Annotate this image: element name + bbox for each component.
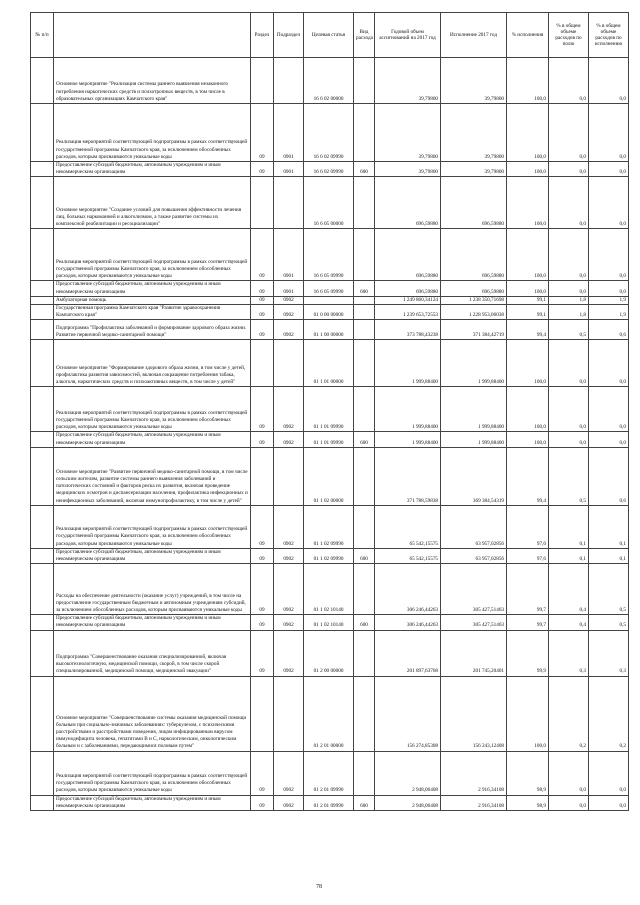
- section-cell: [251, 177, 274, 229]
- executed-amount-cell: 1 228 953,06038: [441, 305, 507, 320]
- subsection-cell: [274, 58, 304, 104]
- target-article-cell: 01 1 01 09990: [304, 432, 354, 447]
- approved-amount-cell: 371 788,59838: [375, 447, 441, 505]
- row-number-cell: [31, 432, 54, 447]
- share-exec-cell: 0,0: [589, 751, 629, 795]
- subsection-cell: 0901: [274, 229, 304, 281]
- approved-amount-cell: 696,59880: [375, 177, 441, 229]
- share-total-cell: 1,8: [549, 296, 589, 304]
- share-exec-cell: 0,0: [589, 162, 629, 177]
- table-row: [31, 162, 629, 177]
- row-number-cell: [31, 162, 54, 177]
- target-article-cell: 16 6 05 09990: [304, 281, 354, 296]
- col-target-header: Целевая статья: [304, 13, 354, 58]
- row-number-cell: [31, 615, 54, 630]
- expense-type-cell: [354, 296, 375, 304]
- share-exec-cell: 1,9: [589, 296, 629, 304]
- execution-percent-cell: 97,6: [507, 505, 549, 548]
- share-exec-cell: 0,5: [589, 615, 629, 630]
- target-article-cell: 01 1 01 00000: [304, 340, 354, 387]
- row-name-cell: Реализация мероприятий соответствующей подпрограммы в рамках соответствующей государственной программы Камчатского края, за исключением обособленных расходов, которым присваиваются уникальные коды: [54, 387, 251, 432]
- expense-type-cell: [354, 320, 375, 340]
- row-name-cell: Расходы на обеспечение деятельности (оказание услуг) учреждений, в том числе на предоставление государственным бюджетным и автономным учреждениям субсидий, за исключением обособленных расходов, которым присваиваются уникальные коды: [54, 564, 251, 615]
- table-row: [31, 320, 629, 340]
- col-num-header: № п/п: [31, 13, 54, 58]
- row-name-cell: Основное мероприятие "Совершенствование системы оказания медицинской помощи больным при социально-значимых заболеваниях: туберкулезом, с психическими расстройствами и расстройствами поведения, лицам инфицированным вирусом иммунодефицита человека, гепатитами В и С, наркологическим, онкологическим больным и с заболеваниями, передающимися половым путем": [54, 676, 251, 751]
- execution-percent-cell: 99,1: [507, 305, 549, 320]
- table-row: [31, 58, 629, 104]
- expense-type-cell: [354, 676, 375, 751]
- target-article-cell: 01 1 02 00000: [304, 447, 354, 505]
- approved-amount-cell: 39,79800: [375, 162, 441, 177]
- approved-amount-cell: 1 999,88400: [375, 387, 441, 432]
- share-exec-cell: 0,0: [589, 340, 629, 387]
- col-executed-header: Исполнение 2017 год: [441, 13, 507, 58]
- subsection-cell: 0902: [274, 305, 304, 320]
- expense-type-cell: [354, 505, 375, 548]
- section-cell: [251, 340, 274, 387]
- expense-type-cell: [354, 305, 375, 320]
- expense-type-cell: [354, 564, 375, 615]
- executed-amount-cell: 1 999,88400: [441, 432, 507, 447]
- page-number: 78: [316, 884, 322, 890]
- target-article-cell: 01 1 00 00000: [304, 320, 354, 340]
- col-pct-header: % исполнения: [507, 13, 549, 58]
- row-number-cell: [31, 281, 54, 296]
- section-cell: 09: [251, 305, 274, 320]
- row-name-cell: Реализация мероприятий соответствующей подпрограммы в рамках соответствующей государственной программы Камчатского края, за исключением обособленных расходов, которым присваиваются уникальные коды: [54, 229, 251, 281]
- share-exec-cell: 0,6: [589, 447, 629, 505]
- execution-percent-cell: 98,9: [507, 751, 549, 795]
- target-article-cell: 01 1 02 09990: [304, 548, 354, 563]
- target-article-cell: 16 6 02 09990: [304, 162, 354, 177]
- table-row: [31, 548, 629, 563]
- execution-percent-cell: 100,0: [507, 58, 549, 104]
- approved-amount-cell: 306 246,44263: [375, 564, 441, 615]
- row-number-cell: [31, 58, 54, 104]
- share-total-cell: 0,0: [549, 387, 589, 432]
- subsection-cell: 0902: [274, 505, 304, 548]
- section-cell: 09: [251, 432, 274, 447]
- table-row: [31, 281, 629, 296]
- section-cell: 09: [251, 548, 274, 563]
- executed-amount-cell: 39,79800: [441, 58, 507, 104]
- subsection-cell: 0902: [274, 548, 304, 563]
- share-total-cell: 0,0: [549, 229, 589, 281]
- execution-percent-cell: 100,0: [507, 229, 549, 281]
- execution-percent-cell: 99,7: [507, 564, 549, 615]
- approved-amount-cell: 2 948,06408: [375, 795, 441, 810]
- executed-amount-cell: 39,79800: [441, 104, 507, 162]
- col-share-exec-header: % в общем объеме расходов по исполнению: [589, 13, 629, 58]
- table-body: [31, 58, 629, 811]
- execution-percent-cell: 100,0: [507, 177, 549, 229]
- share-total-cell: 0,0: [549, 104, 589, 162]
- share-total-cell: 0,4: [549, 564, 589, 615]
- approved-amount-cell: 65 542,15575: [375, 548, 441, 563]
- expense-type-cell: [354, 387, 375, 432]
- share-total-cell: 0,0: [549, 751, 589, 795]
- approved-amount-cell: 1 249 860,34124: [375, 296, 441, 304]
- table-row: [31, 505, 629, 548]
- expense-type-cell: 600: [354, 432, 375, 447]
- expense-type-cell: [354, 751, 375, 795]
- approved-amount-cell: 2 948,06408: [375, 751, 441, 795]
- executed-amount-cell: 63 957,02856: [441, 505, 507, 548]
- row-number-cell: [31, 751, 54, 795]
- subsection-cell: 0901: [274, 104, 304, 162]
- table-row: [31, 751, 629, 795]
- subsection-cell: 0902: [274, 751, 304, 795]
- table-row: [31, 630, 629, 676]
- section-cell: 09: [251, 795, 274, 810]
- target-article-cell: 01 1 02 09990: [304, 505, 354, 548]
- row-number-cell: [31, 340, 54, 387]
- row-name-cell: Основное мероприятие "Создание условий для повышения эффективности лечения лиц, больных наркоманией и алкоголизмом, а также развитие системы их комплексной реабилитации и ресоциализации": [54, 177, 251, 229]
- executed-amount-cell: 371 384,42719: [441, 320, 507, 340]
- section-cell: 09: [251, 104, 274, 162]
- row-name-cell: Предоставление субсидий бюджетным, автономным учреждениям и иным некоммерческим организациям: [54, 432, 251, 447]
- share-total-cell: 1,8: [549, 305, 589, 320]
- subsection-cell: 0902: [274, 432, 304, 447]
- row-name-cell: Реализация мероприятий соответствующей подпрограммы в рамках соответствующей государственной программы Камчатского края, за исключением обособленных расходов, которым присваиваются уникальные коды: [54, 505, 251, 548]
- target-article-cell: 01 2 01 00000: [304, 676, 354, 751]
- share-total-cell: 0,0: [549, 177, 589, 229]
- section-cell: 09: [251, 751, 274, 795]
- executed-amount-cell: 696,59880: [441, 177, 507, 229]
- approved-amount-cell: 201 897,63768: [375, 630, 441, 676]
- row-number-cell: [31, 676, 54, 751]
- col-exp-type-header: Вид расхода: [354, 13, 375, 58]
- approved-amount-cell: 696,59880: [375, 281, 441, 296]
- expense-type-cell: 600: [354, 548, 375, 563]
- executed-amount-cell: 39,79800: [441, 162, 507, 177]
- section-cell: 09: [251, 281, 274, 296]
- table-row: [31, 795, 629, 810]
- row-number-cell: [31, 177, 54, 229]
- row-number-cell: [31, 296, 54, 304]
- share-exec-cell: 0,0: [589, 58, 629, 104]
- executed-amount-cell: 201 745,20401: [441, 630, 507, 676]
- section-cell: 09: [251, 162, 274, 177]
- share-exec-cell: 0,0: [589, 104, 629, 162]
- subsection-cell: 0902: [274, 296, 304, 304]
- executed-amount-cell: 696,59880: [441, 229, 507, 281]
- subsection-cell: [274, 676, 304, 751]
- target-article-cell: 01 1 02 10140: [304, 615, 354, 630]
- executed-amount-cell: 1 999,88400: [441, 340, 507, 387]
- row-number-cell: [31, 387, 54, 432]
- share-exec-cell: 0,1: [589, 505, 629, 548]
- expense-type-cell: 600: [354, 615, 375, 630]
- share-total-cell: 0,0: [549, 432, 589, 447]
- target-article-cell: 01 2 00 00000: [304, 630, 354, 676]
- row-name-cell: Реализация мероприятий соответствующей подпрограммы в рамках соответствующей государственной программы Камчатского края, за исключением обособленных расходов, которым присваиваются уникальные коды: [54, 751, 251, 795]
- execution-percent-cell: 99,7: [507, 615, 549, 630]
- approved-amount-cell: 1 999,88400: [375, 340, 441, 387]
- subsection-cell: 0902: [274, 387, 304, 432]
- approved-amount-cell: 65 542,15575: [375, 505, 441, 548]
- execution-percent-cell: 99,9: [507, 630, 549, 676]
- subsection-cell: 0902: [274, 564, 304, 615]
- share-exec-cell: 0,0: [589, 387, 629, 432]
- subsection-cell: 0902: [274, 795, 304, 810]
- expense-type-cell: [354, 340, 375, 387]
- subsection-cell: 0902: [274, 320, 304, 340]
- expense-type-cell: [354, 447, 375, 505]
- subsection-cell: 0901: [274, 162, 304, 177]
- row-name-cell: Основное мероприятие "Развитие первичной медико-санитарной помощи, в том числе сельским жителям, развитие системы раннего выявления заболеваний и патологических состояний и факторов риска их развития, включая проведение медицинских осмотров и диспансеризации населения, профилактика инфекционных и неинфекционных заболеваний, включая иммунопрофилактику, в том числе у детей": [54, 447, 251, 505]
- section-cell: 09: [251, 505, 274, 548]
- executed-amount-cell: 305 427,51463: [441, 615, 507, 630]
- row-number-cell: [31, 795, 54, 810]
- target-article-cell: 01 0 00 00000: [304, 305, 354, 320]
- table-row: [31, 564, 629, 615]
- share-exec-cell: 0,0: [589, 281, 629, 296]
- share-exec-cell: 0,0: [589, 795, 629, 810]
- executed-amount-cell: 369 384,54319: [441, 447, 507, 505]
- section-cell: 09: [251, 630, 274, 676]
- row-number-cell: [31, 630, 54, 676]
- section-cell: 09: [251, 320, 274, 340]
- col-name-header: [54, 13, 251, 58]
- approved-amount-cell: 306 246,44263: [375, 615, 441, 630]
- execution-percent-cell: 100,0: [507, 104, 549, 162]
- approved-amount-cell: 39,79800: [375, 104, 441, 162]
- share-total-cell: 0,0: [549, 58, 589, 104]
- row-name-cell: Подпрограмма "Совершенствование оказания специализированной, включая высокотехнологичную, медицинской помощи, скорой, в том числе скорой специализированной, медицинской помощи, медицинской эвакуации": [54, 630, 251, 676]
- share-total-cell: 0,0: [549, 340, 589, 387]
- table-row: [31, 387, 629, 432]
- row-number-cell: [31, 229, 54, 281]
- subsection-cell: 0902: [274, 615, 304, 630]
- executed-amount-cell: 1 238 350,71698: [441, 296, 507, 304]
- section-cell: [251, 58, 274, 104]
- row-number-cell: [31, 447, 54, 505]
- expense-type-cell: [354, 177, 375, 229]
- col-share-total-header: % в общем объеме расходов по полю: [549, 13, 589, 58]
- section-cell: 09: [251, 296, 274, 304]
- target-article-cell: [304, 296, 354, 304]
- section-cell: [251, 676, 274, 751]
- execution-percent-cell: 100,0: [507, 387, 549, 432]
- section-cell: 09: [251, 229, 274, 281]
- share-total-cell: 0,0: [549, 795, 589, 810]
- table-row: [31, 615, 629, 630]
- target-article-cell: 16 6 05 00000: [304, 177, 354, 229]
- share-total-cell: 0,1: [549, 505, 589, 548]
- execution-percent-cell: 98,9: [507, 795, 549, 810]
- table-row: [31, 432, 629, 447]
- row-name-cell: Основное мероприятие "Формирование здорового образа жизни, в том числе у детей, профилактика развития зависимостей, включая сокращение потребления табака, алкоголя, наркотических средств и психоактивных веществ, в том числе у детей": [54, 340, 251, 387]
- share-exec-cell: 0,2: [589, 676, 629, 751]
- executed-amount-cell: 2 916,34108: [441, 795, 507, 810]
- share-exec-cell: 0,0: [589, 177, 629, 229]
- row-name-cell: Предоставление субсидий бюджетным, автономным учреждениям и иным некоммерческим организациям: [54, 615, 251, 630]
- execution-percent-cell: 99,4: [507, 447, 549, 505]
- expense-type-cell: [354, 58, 375, 104]
- share-exec-cell: 0,1: [589, 548, 629, 563]
- share-exec-cell: 0,3: [589, 630, 629, 676]
- target-article-cell: 01 1 02 10140: [304, 564, 354, 615]
- approved-amount-cell: 373 788,43238: [375, 320, 441, 340]
- execution-percent-cell: 100,0: [507, 281, 549, 296]
- share-total-cell: 0,1: [549, 548, 589, 563]
- col-approved-header: Годовой объем ассигнований на 2017 год: [375, 13, 441, 58]
- table-row: [31, 104, 629, 162]
- row-name-cell: Государственная программа Камчатского края "Развитие здравоохранения Камчатского края": [54, 305, 251, 320]
- subsection-cell: 0901: [274, 281, 304, 296]
- share-exec-cell: 0,5: [589, 564, 629, 615]
- executed-amount-cell: 305 427,51463: [441, 564, 507, 615]
- share-total-cell: 0,0: [549, 162, 589, 177]
- row-number-cell: [31, 320, 54, 340]
- row-name-cell: Реализация мероприятий соответствующей подпрограммы в рамках соответствующей государственной программы Камчатского края, за исключением обособленных расходов, которым присваиваются уникальные коды: [54, 104, 251, 162]
- table-row: [31, 305, 629, 320]
- row-name-cell: Амбулаторная помощь: [54, 296, 251, 304]
- table-row: [31, 177, 629, 229]
- row-name-cell: Предоставление субсидий бюджетным, автономным учреждениям и иным некоммерческим организациям: [54, 795, 251, 810]
- target-article-cell: 16 6 05 09990: [304, 229, 354, 281]
- row-name-cell: Подпрограмма "Профилактика заболеваний и формирование здорового образа жизни. Развитие первичной медико-санитарной помощи": [54, 320, 251, 340]
- row-number-cell: [31, 104, 54, 162]
- share-total-cell: 0,4: [549, 615, 589, 630]
- execution-percent-cell: 100,0: [507, 340, 549, 387]
- executed-amount-cell: 2 916,34108: [441, 751, 507, 795]
- expense-type-cell: [354, 104, 375, 162]
- target-article-cell: 16 6 02 00000: [304, 58, 354, 104]
- executed-amount-cell: 156 243,12408: [441, 676, 507, 751]
- expense-type-cell: 600: [354, 162, 375, 177]
- section-cell: 09: [251, 564, 274, 615]
- section-cell: [251, 447, 274, 505]
- target-article-cell: 01 2 01 09990: [304, 751, 354, 795]
- table-row: [31, 229, 629, 281]
- expense-type-cell: 600: [354, 281, 375, 296]
- executed-amount-cell: 1 999,88400: [441, 387, 507, 432]
- share-total-cell: 0,5: [549, 447, 589, 505]
- budget-table: [30, 12, 629, 811]
- share-total-cell: 0,3: [549, 630, 589, 676]
- subsection-cell: [274, 177, 304, 229]
- col-section-header: Раздел: [251, 13, 274, 58]
- expense-type-cell: 600: [354, 795, 375, 810]
- approved-amount-cell: 39,79800: [375, 58, 441, 104]
- subsection-cell: 0902: [274, 630, 304, 676]
- execution-percent-cell: 100,0: [507, 432, 549, 447]
- share-exec-cell: 0,0: [589, 432, 629, 447]
- execution-percent-cell: 99,4: [507, 320, 549, 340]
- subsection-cell: [274, 447, 304, 505]
- approved-amount-cell: 696,59880: [375, 229, 441, 281]
- share-exec-cell: 0,6: [589, 320, 629, 340]
- col-subsection-header: Подраздел: [274, 13, 304, 58]
- share-exec-cell: 0,0: [589, 229, 629, 281]
- row-number-cell: [31, 305, 54, 320]
- row-number-cell: [31, 548, 54, 563]
- target-article-cell: 01 1 01 09990: [304, 387, 354, 432]
- row-name-cell: Предоставление субсидий бюджетным, автономным учреждениям и иным некоммерческим организациям: [54, 548, 251, 563]
- share-total-cell: 0,2: [549, 676, 589, 751]
- row-number-cell: [31, 505, 54, 548]
- table-row: [31, 676, 629, 751]
- approved-amount-cell: 1 999,88400: [375, 432, 441, 447]
- execution-percent-cell: 97,6: [507, 548, 549, 563]
- target-article-cell: 16 6 02 09990: [304, 104, 354, 162]
- expense-type-cell: [354, 229, 375, 281]
- execution-percent-cell: 100,0: [507, 676, 549, 751]
- row-number-cell: [31, 564, 54, 615]
- share-total-cell: 0,0: [549, 281, 589, 296]
- share-total-cell: 0,5: [549, 320, 589, 340]
- target-article-cell: 01 2 01 09990: [304, 795, 354, 810]
- share-exec-cell: 1,9: [589, 305, 629, 320]
- header-row: [31, 13, 629, 58]
- row-name-cell: Предоставление субсидий бюджетным, автономным учреждениям и иным некоммерческим организациям: [54, 162, 251, 177]
- expense-type-cell: [354, 630, 375, 676]
- subsection-cell: [274, 340, 304, 387]
- row-name-cell: Предоставление субсидий бюджетным, автономным учреждениям и иным некоммерческим организациям: [54, 281, 251, 296]
- execution-percent-cell: 100,0: [507, 162, 549, 177]
- table-row: [31, 296, 629, 304]
- approved-amount-cell: 156 274,85308: [375, 676, 441, 751]
- section-cell: 09: [251, 387, 274, 432]
- row-name-cell: Основное мероприятие "Реализация системы раннего выявления незаконного потребления наркотических средств и психотропных веществ, в том числе в образовательных организациях Камчатского края": [54, 58, 251, 104]
- executed-amount-cell: 696,59880: [441, 281, 507, 296]
- table-row: [31, 447, 629, 505]
- section-cell: 09: [251, 615, 274, 630]
- executed-amount-cell: 63 957,02856: [441, 548, 507, 563]
- execution-percent-cell: 99,1: [507, 296, 549, 304]
- table-row: [31, 340, 629, 387]
- approved-amount-cell: 1 239 653,72553: [375, 305, 441, 320]
